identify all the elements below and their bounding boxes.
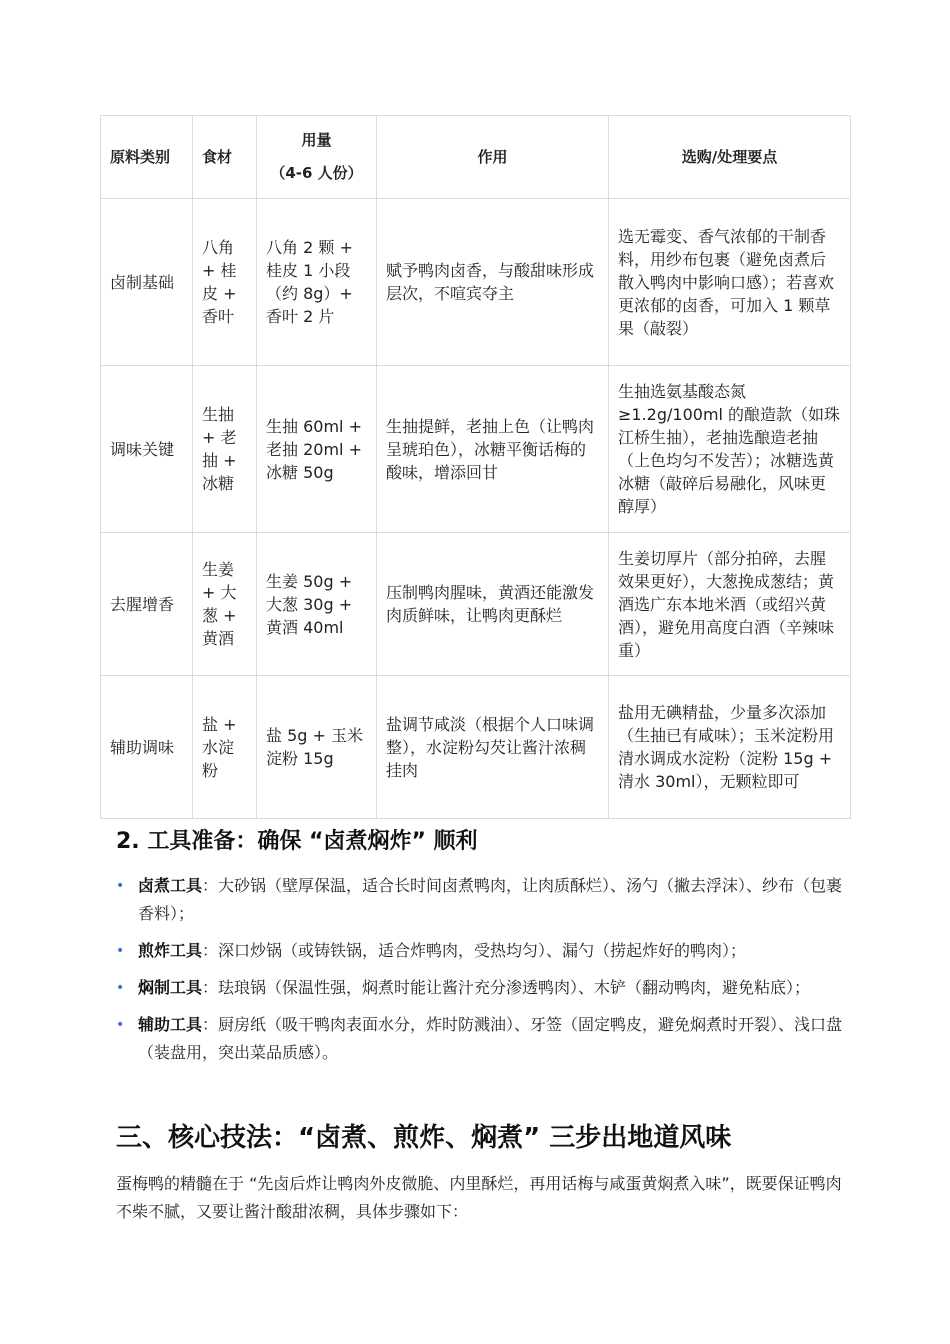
cell-ingredient: 生抽 + 老抽 + 冰糖 [193, 366, 257, 533]
table-row [101, 676, 851, 819]
tools-list [116, 872, 846, 1076]
cell-tips: 生抽选氨基酸态氮≥1.2g/100ml 的酿造款（如珠江桥生抽），老抽选酿造老抽（上色均匀不发苦）；冰糖选黄冰糖（敲碎后易融化，风味更醇厚） [609, 366, 851, 533]
cell-ingredient: 盐 + 水淀粉 [193, 676, 257, 819]
cell-tips: 生姜切厚片（部分拍碎，去腥效果更好），大葱挽成葱结；黄酒选广东本地米酒（或绍兴黄酒），避免用高度白酒（辛辣味重） [609, 533, 851, 676]
ingredients-table [100, 115, 851, 819]
cell-effect: 赋予鸭肉卤香，与酸甜味形成层次，不喧宾夺主 [377, 199, 609, 366]
cell-effect: 生抽提鲜，老抽上色（让鸭肉呈琥珀色），冰糖平衡话梅的酸味，增添回甘 [377, 366, 609, 533]
table-row [101, 533, 851, 676]
bullet-icon: • [116, 943, 125, 959]
cell-amount: 生抽 60ml + 老抽 20ml + 冰糖 50g [257, 366, 377, 533]
cell-category: 去腥增香 [101, 533, 193, 676]
bullet-icon: • [116, 980, 125, 996]
table-row [101, 366, 851, 533]
cell-category: 辅助调味 [101, 676, 193, 819]
item-text: ：大砂锅（壁厚保温，适合长时间卤煮鸭肉，让肉质酥烂）、汤勺（撇去浮沫）、纱布（包裹香料）； [138, 876, 843, 923]
cell-ingredient: 生姜 + 大葱 + 黄酒 [193, 533, 257, 676]
header-amount-line1: 用量 [301, 131, 332, 149]
header-effect: 作用 [377, 116, 609, 199]
header-tips: 选购/处理要点 [609, 116, 851, 199]
list-item [116, 937, 846, 965]
cell-amount: 生姜 50g + 大葱 30g + 黄酒 40ml [257, 533, 377, 676]
header-category: 原料类别 [101, 116, 193, 199]
item-text: ：珐琅锅（保温性强，焖煮时能让酱汁充分渗透鸭肉）、木铲（翻动鸭肉，避免粘底）； [202, 978, 811, 997]
section-3-heading: 三、核心技法：“卤煮、煎炸、焖煮” 三步出地道风味 [116, 1123, 732, 1153]
item-text: ：深口炒锅（或铸铁锅，适合炸鸭肉，受热均匀）、漏勺（捞起炸好的鸭肉）； [202, 941, 747, 960]
list-item [116, 974, 846, 1002]
list-item [116, 872, 846, 928]
item-label: 辅助工具 [138, 1015, 203, 1034]
cell-tips: 盐用无碘精盐，少量多次添加（生抽已有咸味）；玉米淀粉用清水调成水淀粉（淀粉 15g + 清水 30ml），无颗粒即可 [609, 676, 851, 819]
item-label: 煎炸工具 [138, 941, 203, 960]
list-item [116, 1011, 846, 1067]
bullet-icon: • [116, 1017, 125, 1033]
table-row [101, 199, 851, 366]
bullet-icon: • [116, 878, 125, 894]
header-amount-line2: （4-6 人份） [270, 164, 363, 182]
cell-effect: 盐调节咸淡（根据个人口味调整），水淀粉勾芡让酱汁浓稠挂肉 [377, 676, 609, 819]
cell-amount: 八角 2 颗 + 桂皮 1 小段（约 8g）+ 香叶 2 片 [257, 199, 377, 366]
item-label: 焖制工具 [138, 978, 203, 997]
cell-amount: 盐 5g + 玉米淀粉 15g [257, 676, 377, 819]
cell-category: 调味关键 [101, 366, 193, 533]
cell-category: 卤制基础 [101, 199, 193, 366]
item-text: ：厨房纸（吸干鸭肉表面水分，炸时防溅油）、牙签（固定鸭皮，避免焖煮时开裂）、浅口盘（装盘用，突出菜品质感）。 [138, 1015, 843, 1062]
cell-tips: 选无霉变、香气浓郁的干制香料，用纱布包裹（避免卤煮后散入鸭肉中影响口感）；若喜欢更浓郁的卤香，可加入 1 颗草果（敲裂） [609, 199, 851, 366]
item-label: 卤煮工具 [138, 876, 203, 895]
header-amount [257, 116, 377, 199]
section-2-heading: 2. 工具准备：确保 “卤煮焖炸” 顺利 [116, 829, 478, 854]
table-header-row [101, 116, 851, 199]
section-3-intro: 蛋梅鸭的精髓在于 “先卤后炸让鸭肉外皮微脆、内里酥烂，再用话梅与咸蛋黄焖煮入味”，既要保证鸭肉不柴不腻，又要让酱汁酸甜浓稠，具体步骤如下： [116, 1174, 842, 1221]
header-ingredient: 食材 [193, 116, 257, 199]
cell-effect: 压制鸭肉腥味，黄酒还能激发肉质鲜味，让鸭肉更酥烂 [377, 533, 609, 676]
cell-ingredient: 八角 + 桂皮 + 香叶 [193, 199, 257, 366]
